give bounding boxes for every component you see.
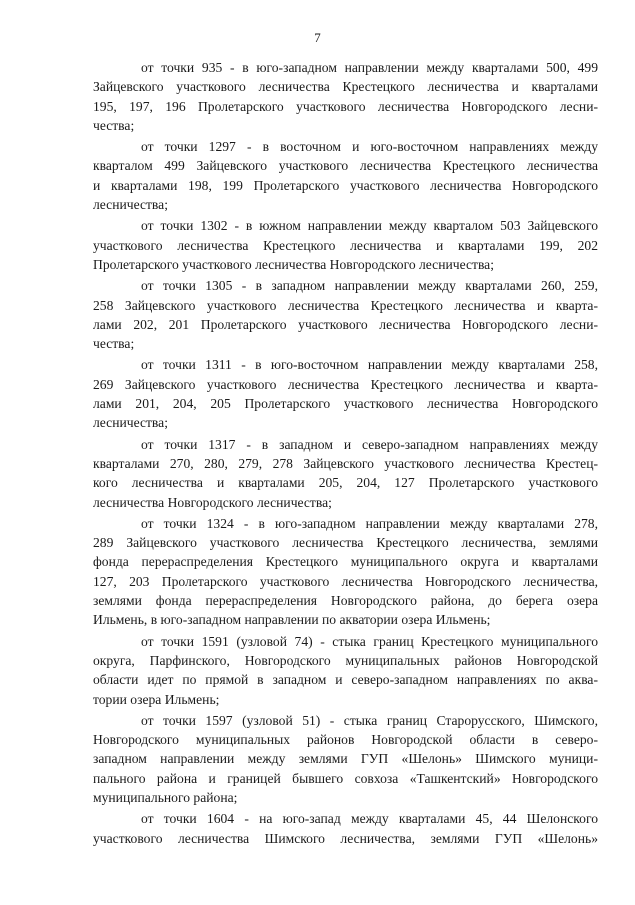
paragraph-line: 289 Зайцевского участкового лесничества Крестецкого лесничества, землями — [93, 535, 598, 551]
paragraph-line: чества; — [93, 336, 135, 352]
paragraph-line: области идет по прямой в западном и северо-западном направлениях по аква- — [93, 672, 598, 688]
paragraph-line: 269 Зайцевского участкового лесничества Крестецкого лесничества и кварта- — [93, 376, 598, 392]
paragraph-line: Зайцевского участкового лесничества Крестецкого лесничества и кварталами — [93, 79, 598, 95]
paragraph-line: участкового лесничества Крестецкого лесничества и кварталами 199, 202 — [93, 237, 598, 253]
paragraph — [93, 58, 598, 135]
paragraph-line: муниципального района; — [93, 789, 238, 805]
paragraph-line: тории озера Ильмень; — [93, 691, 220, 707]
paragraph-line: лами 201, 204, 205 Пролетарского участкового лесничества Новгородского — [93, 396, 598, 412]
paragraph-line: от точки 1297 - в восточном и юго-восточном направлениях между — [141, 139, 598, 155]
paragraph-line: землями фонда перераспределения Новгородского района, до берега озера — [93, 593, 598, 609]
paragraph — [93, 137, 598, 214]
paragraph-line: от точки 1311 - в юго-восточном направлении между кварталами 258, — [141, 357, 598, 373]
paragraph-line: от точки 1305 - в западном направлении между кварталами 260, 259, — [141, 278, 598, 294]
paragraph-line: лесничества Новгородского лесничества; — [93, 494, 332, 510]
paragraph-line: кого лесничества и кварталами 205, 204, 127 Пролетарского участкового — [93, 475, 598, 491]
paragraph — [93, 632, 598, 709]
paragraph-line: Новгородского муниципальных районов Новгородской области в северо- — [93, 732, 598, 748]
paragraph — [93, 809, 598, 848]
paragraph-line: чества; — [93, 117, 135, 133]
paragraph-line: от точки 935 - в юго-западном направлении между кварталами 500, 499 — [141, 60, 598, 75]
page-number: 7 — [314, 30, 321, 45]
paragraph-line: от точки 1597 (узловой 51) - стыка границ Старорусского, Шимского, — [141, 712, 598, 728]
paragraph-line: Ильмень, в юго-западном направлении по акватории озера Ильмень; — [93, 612, 491, 628]
paragraph-line: от точки 1591 (узловой 74) - стыка границ Крестецкого муниципального — [141, 633, 598, 649]
paragraph-line: 195, 197, 196 Пролетарского участкового лесничества Новгородского лесни- — [93, 98, 598, 114]
paragraph-line: округа, Парфинского, Новгородского муниципальных районов Новгородской — [93, 652, 598, 668]
paragraph — [93, 711, 598, 807]
paragraph-line: участкового лесничества Шимского лесничества, землями ГУП «Шелонь» — [93, 830, 598, 846]
paragraph-line: лесничества; — [93, 197, 168, 213]
paragraph-line: от точки 1604 - на юго-запад между кварталами 45, 44 Шелонского — [141, 811, 598, 827]
paragraph-line: Пролетарского участкового лесничества Новгородского лесничества; — [93, 256, 494, 272]
paragraph-line: лесничества; — [93, 415, 168, 431]
paragraph-line: 127, 203 Пролетарского участкового лесничества Новгородского лесничества, — [93, 573, 598, 589]
paragraph-line: лами 202, 201 Пролетарского участкового лесничества Новгородского лесни- — [93, 316, 598, 332]
paragraph-line: и кварталами 198, 199 Пролетарского участкового лесничества Новгородского — [93, 177, 598, 193]
body-text — [93, 58, 598, 850]
paragraph-line: от точки 1317 - в западном и северо-западном направлениях между — [141, 436, 598, 452]
paragraph — [93, 216, 598, 274]
paragraph-line: от точки 1324 - в юго-западном направлении между кварталами 278, — [141, 515, 598, 531]
paragraph — [93, 355, 598, 432]
paragraph — [93, 435, 598, 512]
paragraph-line: фонда перераспределения Крестецкого муниципального округа и кварталами — [93, 554, 598, 570]
paragraph — [93, 276, 598, 353]
paragraph-line: кварталом 499 Зайцевского участкового лесничества Крестецкого лесничества — [93, 158, 598, 174]
paragraph-line: 258 Зайцевского участкового лесничества Крестецкого лесничества и кварта- — [93, 297, 598, 313]
paragraph-line: от точки 1302 - в южном направлении между кварталом 503 Зайцевского — [141, 218, 598, 234]
paragraph-line: кварталами 270, 280, 279, 278 Зайцевского участкового лесничества Крестец- — [93, 455, 598, 471]
paragraph — [93, 514, 598, 630]
paragraph-line: пального района и границей бывшего совхоза «Ташкентский» Новгородского — [93, 770, 598, 786]
paragraph-line: западном направлении между землями ГУП «Шелонь» Шимского муници- — [93, 751, 598, 767]
